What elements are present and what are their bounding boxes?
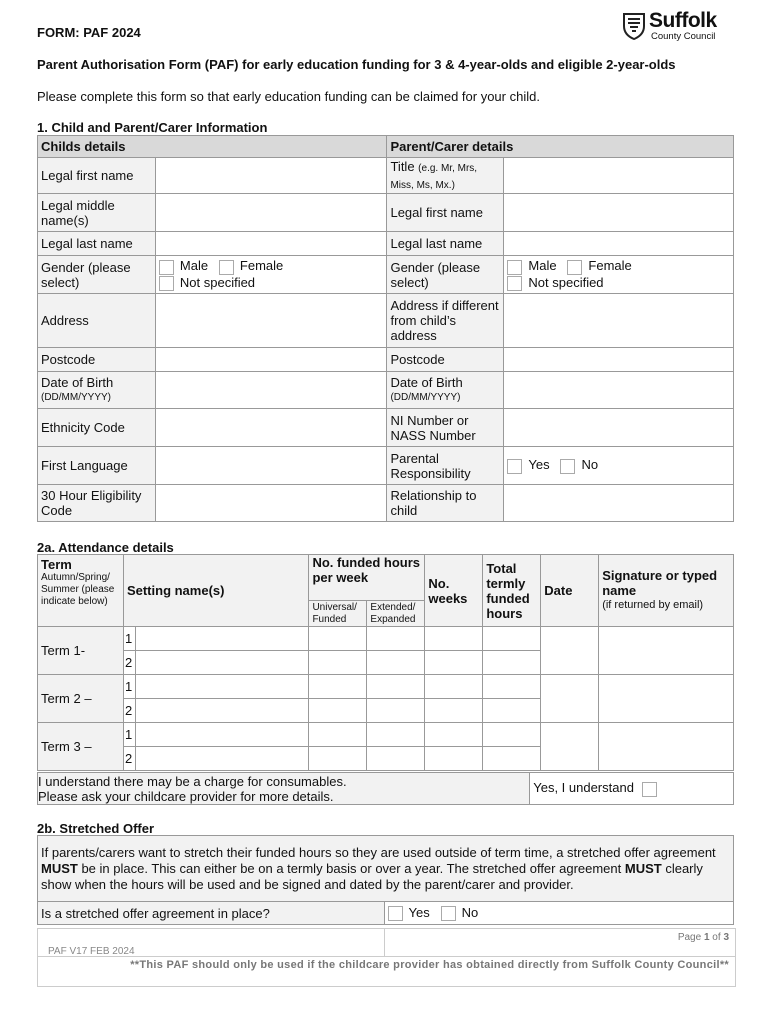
female-checkbox[interactable] (219, 260, 234, 275)
weeks-field[interactable] (425, 675, 483, 699)
row-label: 30 Hour Eligibility Code (38, 485, 156, 522)
not-specified-checkbox[interactable] (159, 276, 174, 291)
setting-field[interactable] (135, 627, 309, 651)
total-field[interactable] (483, 747, 541, 771)
weeks-field[interactable] (425, 651, 483, 675)
extended-field[interactable] (367, 627, 425, 651)
row-label: Gender (please select) (387, 256, 504, 294)
universal-field[interactable] (309, 699, 367, 723)
child-last-name-field[interactable] (155, 232, 387, 256)
row-label: Legal first name (387, 194, 504, 232)
extended-header: Extended/ Expanded (367, 601, 425, 627)
footer-box (37, 928, 736, 987)
ethnicity-code-field[interactable] (155, 409, 387, 447)
weeks-field[interactable] (425, 699, 483, 723)
funded-header: No. funded hours per week (309, 555, 425, 601)
child-postcode-field[interactable] (155, 348, 387, 372)
row-label: Parental Responsibility (387, 447, 504, 485)
child-dob-field[interactable] (155, 372, 387, 409)
row-label: Legal middle name(s) (38, 194, 156, 232)
footer-note: **This PAF should only be used if the childcare provider has obtained directly from Suffolk County Council** (130, 959, 729, 971)
row-number: 2 (123, 747, 135, 771)
universal-field[interactable] (309, 675, 367, 699)
parent-dob-field[interactable] (504, 372, 734, 409)
page-number: Page 1 of 3 (677, 932, 729, 943)
no-checkbox[interactable] (560, 459, 575, 474)
row-label: Date of Birth (DD/MM/YYYY) (387, 372, 504, 409)
row-label: Legal first name (38, 158, 156, 194)
relationship-field[interactable] (504, 485, 734, 522)
section2b-heading: 2b. Stretched Offer (37, 821, 155, 836)
understand-checkbox[interactable] (642, 782, 657, 797)
yes-checkbox[interactable] (388, 906, 403, 921)
weeks-field[interactable] (425, 747, 483, 771)
date-header: Date (541, 555, 599, 627)
signature-field[interactable] (599, 675, 734, 723)
eligibility-code-field[interactable] (155, 485, 387, 522)
row-label: Date of Birth (DD/MM/YYYY) (38, 372, 156, 409)
setting-field[interactable] (135, 723, 309, 747)
form-subtitle: Please complete this form so that early education funding can be claimed for your child. (37, 89, 540, 104)
term-label: Term 2 – (38, 675, 124, 723)
row-label: First Language (38, 447, 156, 485)
weeks-field[interactable] (425, 627, 483, 651)
ni-number-field[interactable] (504, 409, 734, 447)
parent-first-name-field[interactable] (504, 194, 734, 232)
stretched-offer-text: If parents/carers want to stretch their funded hours so they are used outside of term time, a stretched offer agreement MUST be in place. This can either be on a termly basis or over a year. The stretched offer agreement MUST clearly show when the hours will be used and be signed and dated by the parent/carer and provider. (38, 836, 734, 902)
parental-responsibility-options: Yes No (504, 447, 734, 485)
parent-address-field[interactable] (504, 294, 734, 348)
setting-field[interactable] (135, 747, 309, 771)
row-label: NI Number or NASS Number (387, 409, 504, 447)
parent-postcode-field[interactable] (504, 348, 734, 372)
first-language-field[interactable] (155, 447, 387, 485)
suffolk-logo (622, 11, 732, 43)
form-id: FORM: PAF 2024 (37, 25, 141, 40)
row-label: Title (e.g. Mr, Mrs, Miss, Ms, Mx.) (387, 158, 504, 194)
total-field[interactable] (483, 723, 541, 747)
form-title: Parent Authorisation Form (PAF) for early education funding for 3 & 4-year-olds and eligible 2-year-olds (37, 57, 676, 72)
footer-rule (38, 956, 735, 957)
child-address-field[interactable] (155, 294, 387, 348)
stretched-options: Yes No (384, 902, 734, 925)
female-checkbox[interactable] (567, 260, 582, 275)
row-label: Address (38, 294, 156, 348)
crest-icon (622, 12, 646, 40)
universal-field[interactable] (309, 651, 367, 675)
extended-field[interactable] (367, 651, 425, 675)
universal-field[interactable] (309, 627, 367, 651)
row-number: 2 (123, 651, 135, 675)
weeks-field[interactable] (425, 723, 483, 747)
row-number: 2 (123, 699, 135, 723)
parent-details-header: Parent/Carer details (387, 136, 734, 158)
date-field[interactable] (541, 627, 599, 675)
extended-field[interactable] (367, 723, 425, 747)
version-label: PAF V17 FEB 2024 (48, 946, 135, 957)
male-checkbox[interactable] (159, 260, 174, 275)
setting-field[interactable] (135, 651, 309, 675)
row-label: Legal last name (387, 232, 504, 256)
universal-header: Universal/ Funded (309, 601, 367, 627)
date-field[interactable] (541, 675, 599, 723)
setting-field[interactable] (135, 699, 309, 723)
row-number: 1 (123, 627, 135, 651)
row-number: 1 (123, 723, 135, 747)
row-label: Legal last name (38, 232, 156, 256)
extended-field[interactable] (367, 747, 425, 771)
yes-checkbox[interactable] (507, 459, 522, 474)
term-label: Term 3 – (38, 723, 124, 771)
setting-field[interactable] (135, 675, 309, 699)
total-field[interactable] (483, 651, 541, 675)
parent-gender-options: Male Female Not specified (504, 256, 734, 294)
section2a-heading: 2a. Attendance details (37, 540, 174, 555)
row-number: 1 (123, 675, 135, 699)
stretched-offer-table (37, 835, 734, 925)
attendance-table (37, 554, 734, 771)
footer-divider (384, 929, 385, 956)
parent-last-name-field[interactable] (504, 232, 734, 256)
no-checkbox[interactable] (441, 906, 456, 921)
row-label: Ethnicity Code (38, 409, 156, 447)
row-label: Postcode (38, 348, 156, 372)
total-field[interactable] (483, 699, 541, 723)
child-gender-options: Male Female Not specified (155, 256, 387, 294)
row-label: Address if different from child’s address (387, 294, 504, 348)
total-field[interactable] (483, 627, 541, 651)
consumables-table (37, 772, 734, 805)
consumables-text: I understand there may be a charge for consumables. Please ask your childcare provider for more details. (38, 773, 530, 805)
child-middle-name-field[interactable] (155, 194, 387, 232)
signature-field[interactable] (599, 723, 734, 771)
stretched-question: Is a stretched offer agreement in place? (38, 902, 385, 925)
child-first-name-field[interactable] (155, 158, 387, 194)
parent-title-field[interactable] (504, 158, 734, 194)
child-parent-table (37, 135, 734, 522)
logo-sub: County Council (651, 31, 716, 42)
childs-details-header: Childs details (38, 136, 387, 158)
weeks-header: No. weeks (425, 555, 483, 627)
total-field[interactable] (483, 675, 541, 699)
setting-header: Setting name(s) (123, 555, 308, 627)
extended-field[interactable] (367, 675, 425, 699)
signature-field[interactable] (599, 627, 734, 675)
not-specified-checkbox[interactable] (507, 276, 522, 291)
row-label: Gender (please select) (38, 256, 156, 294)
universal-field[interactable] (309, 723, 367, 747)
date-field[interactable] (541, 723, 599, 771)
signature-header: Signature or typed name (if returned by email) (599, 555, 734, 627)
extended-field[interactable] (367, 699, 425, 723)
term-label: Term 1- (38, 627, 124, 675)
total-header: Total termly funded hours (483, 555, 541, 627)
row-label: Relationship to child (387, 485, 504, 522)
section1-heading: 1. Child and Parent/Carer Information (37, 120, 268, 135)
universal-field[interactable] (309, 747, 367, 771)
row-label: Postcode (387, 348, 504, 372)
term-header: Term Autumn/Spring/ Summer (please indicate below) (38, 555, 124, 627)
understand-cell: Yes, I understand (530, 773, 734, 805)
logo-name: Suffolk (649, 9, 717, 32)
male-checkbox[interactable] (507, 260, 522, 275)
